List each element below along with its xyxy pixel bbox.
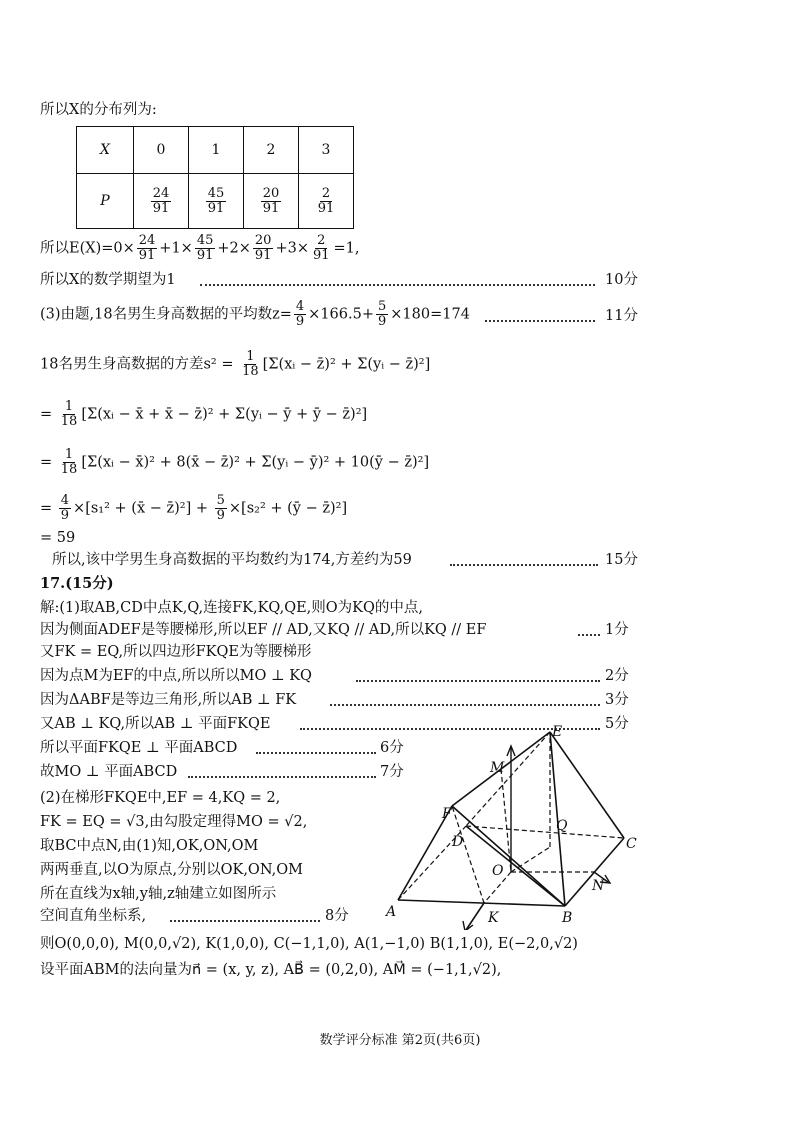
label-m: M xyxy=(490,760,505,776)
leader-dots xyxy=(578,634,600,636)
intro-text: 所以X的分布列为: xyxy=(40,102,157,118)
question-17-title: 17.(15分) xyxy=(40,575,114,592)
solution-line-8: 故MO ⊥ 平面ABCD xyxy=(40,764,178,780)
conclusion-text: 所以,该中学男生身高数据的平均数约为174,方差约为59 xyxy=(52,552,412,568)
label-k: K xyxy=(488,910,499,926)
table-x-3: 3 xyxy=(299,127,354,174)
score-2: 2分 xyxy=(605,668,629,684)
label-f: F xyxy=(442,806,452,822)
table-x-1: 1 xyxy=(189,127,244,174)
variance-line-1: 18名男生身高数据的方差s² = $\frac{1}{18}$ [Σ(xᵢ − z̄)² + Σ(yᵢ − z̄)²] xyxy=(40,349,431,379)
variance-line-2: = $\frac{1}{18}$ [Σ(xᵢ − x̄ + x̄ − z̄)² + Σ(yᵢ − ȳ + ȳ − z̄)²] xyxy=(40,399,368,429)
leader-dots xyxy=(200,284,595,286)
table-x-2: 2 xyxy=(244,127,299,174)
score-3: 3分 xyxy=(605,692,629,708)
label-d: D xyxy=(452,834,464,850)
table-p-3: $\frac{2}{91}$ xyxy=(299,174,354,229)
score-8: 8分 xyxy=(325,908,349,924)
edge-ab xyxy=(398,900,565,906)
leader-dots xyxy=(356,680,600,682)
solution-line-2: 因为侧面ADEF是等腰梯形,所以EF // AD,又KQ // AD,所以KQ // EF xyxy=(40,622,487,638)
score-11: 11分 xyxy=(605,308,638,324)
score-5: 5分 xyxy=(605,716,629,732)
solution-line-9: (2)在梯形FKQE中,EF = 4,KQ = 2, xyxy=(40,790,281,806)
solution-line-1: 解:(1)取AB,CD中点K,Q,连接FK,KQ,QE,则O为KQ的中点, xyxy=(40,600,424,616)
label-b: B xyxy=(562,910,573,926)
distribution-table xyxy=(76,126,354,229)
table-p-0: $\frac{24}{91}$ xyxy=(134,174,189,229)
leader-dots xyxy=(330,704,600,706)
solution-line-4: 因为点M为EF的中点,所以所以MO ⊥ KQ xyxy=(40,668,312,684)
label-n: N xyxy=(592,878,605,894)
solution-line-12: 两两垂直,以O为原点,分别以OK,ON,OM xyxy=(40,862,303,878)
edge-dc xyxy=(466,826,624,838)
table-head-p: P xyxy=(77,174,134,229)
table-head-x: X xyxy=(77,127,134,174)
solution-line-11: 取BC中点N,由(1)知,OK,ON,OM xyxy=(40,838,259,854)
x-axis xyxy=(466,903,484,930)
leader-dots xyxy=(188,776,376,778)
table-p-2: $\frac{20}{91}$ xyxy=(244,174,299,229)
label-q: Q xyxy=(556,818,568,834)
solution-line-7: 所以平面FKQE ⊥ 平面ABCD xyxy=(40,740,238,756)
solution-line-13: 所在直线为x轴,y轴,z轴建立如图所示 xyxy=(40,886,277,902)
geometry-figure xyxy=(380,720,660,930)
label-a: A xyxy=(386,904,397,920)
leader-dots xyxy=(256,752,376,754)
mean-formula: (3)由题,18名男生身高数据的平均数z= $\frac{4}{9}$ ×166.5+ $\frac{5}{9}$ ×180=174 xyxy=(40,299,470,329)
solution-line-6: 又AB ⊥ KQ,所以AB ⊥ 平面FKQE xyxy=(40,716,271,732)
page-footer: 数学评分标准 第2页(共6页) xyxy=(319,1033,481,1048)
solution-line-3: 又FK = EQ,所以四边形FKQE为等腰梯形 xyxy=(40,644,312,660)
normal-vector-line: 设平面ABM的法向量为n⃗ = (x, y, z), AB⃗ = (0,2,0), AM⃗ = (−1,1,√2), xyxy=(40,962,502,978)
variance-line-3: = $\frac{1}{18}$ [Σ(xᵢ − x̄)² + 8(x̄ − z̄)² + Σ(yᵢ − ȳ)² + 10(ȳ − z̄)²] xyxy=(40,447,430,477)
expectation-conclusion: 所以X的数学期望为1 xyxy=(40,272,176,288)
solution-line-14: 空间直角坐标系, xyxy=(40,908,147,924)
label-c: C xyxy=(626,836,637,852)
edge-ed xyxy=(466,732,550,826)
line-oq xyxy=(511,847,550,872)
leader-dots xyxy=(485,320,595,322)
solution-line-10: FK = EQ = √3,由勾股定理得MO = √2, xyxy=(40,814,308,830)
label-o: O xyxy=(492,863,504,879)
leader-dots xyxy=(450,564,598,566)
table-p-1: $\frac{45}{91}$ xyxy=(189,174,244,229)
score-6: 6分 xyxy=(380,740,404,756)
score-10: 10分 xyxy=(605,272,638,288)
score-1: 1分 xyxy=(605,622,629,638)
label-e: E xyxy=(552,724,563,740)
table-x-0: 0 xyxy=(134,127,189,174)
score-7: 7分 xyxy=(380,764,404,780)
variance-line-4: = $\frac{4}{9}$ ×[s₁² + (x̄ − z̄)²] + $\frac{5}{9}$ ×[s₂² + (ȳ − z̄)²] xyxy=(40,493,348,523)
leader-dots xyxy=(170,920,320,922)
score-15: 15分 xyxy=(605,552,638,568)
coordinates-line: 则O(0,0,0), M(0,0,√2), K(1,0,0), C(−1,1,0), A(1,−1,0) B(1,1,0), E(−2,0,√2) xyxy=(40,936,578,952)
solution-line-5: 因为ΔABF是等边三角形,所以AB ⊥ FK xyxy=(40,692,297,708)
expectation-formula: 所以E(X)=0× $\frac{24}{91}$ +1× $\frac{45}{91}$ +2× $\frac{20}{91}$ +3× $\frac{2}{91}$ =1, xyxy=(40,233,360,263)
variance-line-5: = 59 xyxy=(40,530,76,546)
